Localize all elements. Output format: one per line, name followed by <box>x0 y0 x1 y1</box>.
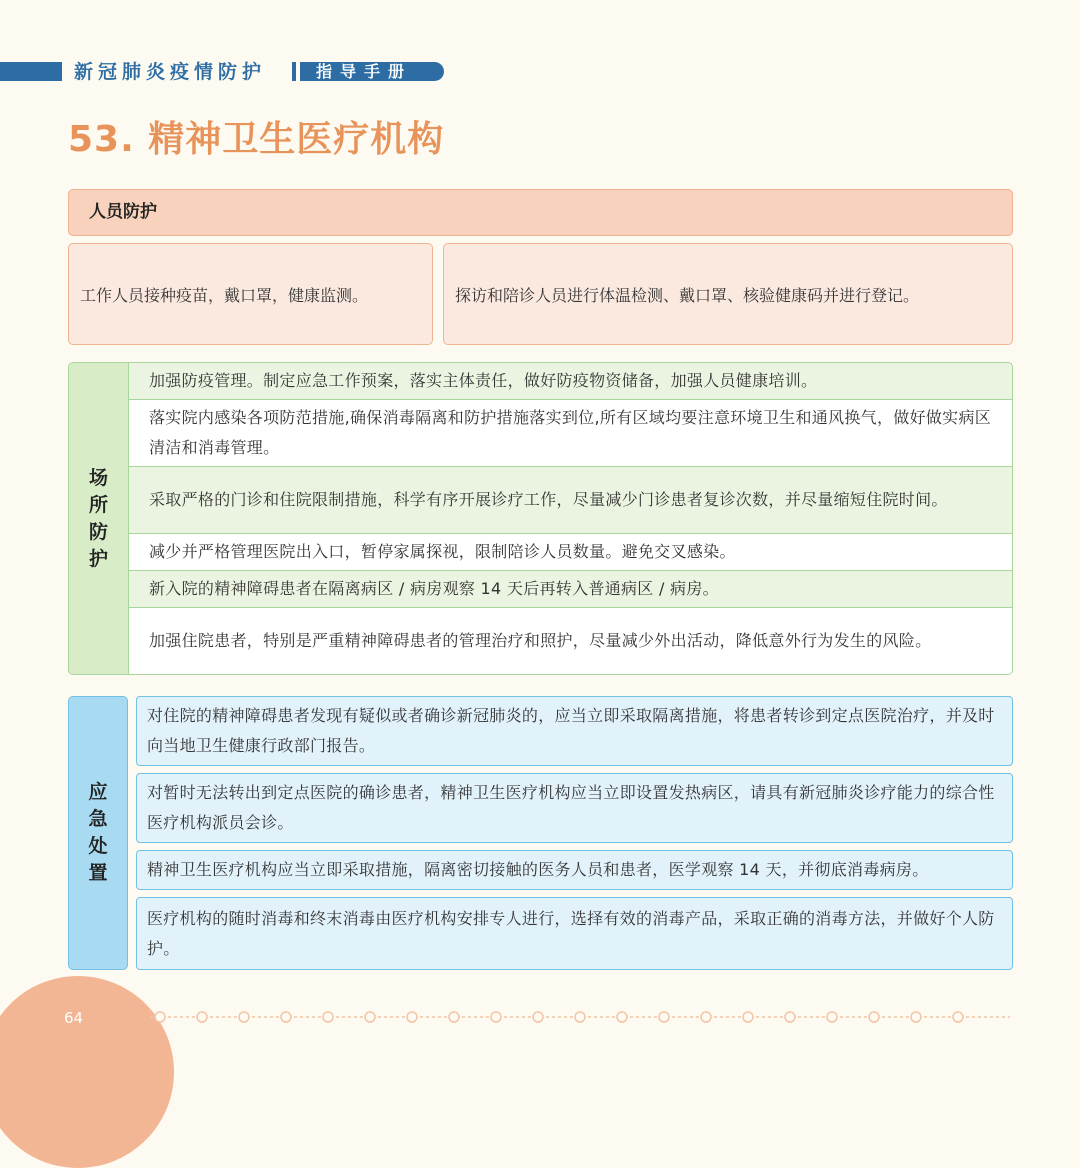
page-number: 64 <box>64 1009 84 1027</box>
emergency-row <box>136 850 1013 890</box>
emergency-row-text: 医疗机构的随时消毒和终末消毒由医疗机构安排专人进行，选择有效的消毒产品，采取正确的消毒方法，并做好个人防护。 <box>147 908 995 958</box>
site-protection-section <box>68 362 1013 675</box>
site-protection-label <box>69 363 129 674</box>
site-protection-row <box>129 571 1012 608</box>
personnel-staff-text: 工作人员接种疫苗，戴口罩，健康监测。 <box>80 285 369 305</box>
emergency-row <box>136 773 1013 843</box>
site-protection-row-text: 减少并严格管理医院出入口，暂停家属探视，限制陪诊人员数量。避免交叉感染。 <box>149 542 736 561</box>
emergency-label <box>68 696 128 970</box>
emergency-row-text: 对暂时无法转出到定点医院的确诊患者，精神卫生医疗机构应当立即设置发热病区，请具有新冠肺炎诊疗能力的综合性医疗机构派员会诊。 <box>147 783 995 832</box>
emergency-row <box>136 897 1013 970</box>
header-tab: 指导手册 <box>300 62 444 81</box>
site-protection-row-text: 新入院的精神障碍患者在隔离病区 / 病房观察 14 天后再转入普通病区 / 病房。 <box>149 579 719 598</box>
personnel-visitor-text: 探访和陪诊人员进行体温检测、戴口罩、核验健康码并进行登记。 <box>455 285 920 305</box>
emergency-row-text: 精神卫生医疗机构应当立即采取措施，隔离密切接触的医务人员和患者，医学观察 14 天，并彻底消毒病房。 <box>147 860 929 879</box>
site-protection-row-text: 加强防疫管理。制定应急工作预案，落实主体责任，做好防疫物资储备，加强人员健康培训。 <box>149 371 818 390</box>
personnel-staff-box <box>68 243 433 345</box>
site-protection-row <box>129 534 1012 571</box>
site-protection-label-text: 场所防护 <box>88 466 108 570</box>
personnel-heading: 人员防护 <box>68 189 1013 236</box>
site-protection-row <box>129 467 1012 534</box>
emergency-row-text: 对住院的精神障碍患者发现有疑似或者确诊新冠肺炎的，应当立即采取隔离措施，将患者转诊到定点医院治疗，并及时向当地卫生健康行政部门报告。 <box>147 706 995 755</box>
site-protection-row-text: 采取严格的门诊和住院限制措施，科学有序开展诊疗工作，尽量减少门诊患者复诊次数，并尽量缩短住院时间。 <box>149 490 948 509</box>
emergency-label-text: 应急处置 <box>88 781 108 884</box>
page-number-circle <box>0 976 174 1168</box>
site-protection-row <box>129 608 1012 674</box>
site-protection-row-text: 加强住院患者，特别是严重精神障碍患者的管理治疗和照护，尽量减少外出活动，降低意外行为发生的风险。 <box>149 631 932 650</box>
site-protection-row <box>129 400 1012 467</box>
decorative-dotted-line <box>150 1009 1020 1025</box>
header-accent-bar <box>0 62 62 81</box>
header-title: 新冠肺炎疫情防护 <box>74 61 267 83</box>
site-protection-row <box>129 363 1012 400</box>
emergency-row <box>136 696 1013 766</box>
site-protection-row-text: 落实院内感染各项防范措施,确保消毒隔离和防护措施落实到位,所有区域均要注意环境卫生和通风换气，做好做实病区清洁和消毒管理。 <box>149 408 992 457</box>
personnel-visitor-box <box>443 243 1013 345</box>
page-title: 53. 精神卫生医疗机构 <box>68 119 445 160</box>
emergency-section <box>68 696 1013 970</box>
